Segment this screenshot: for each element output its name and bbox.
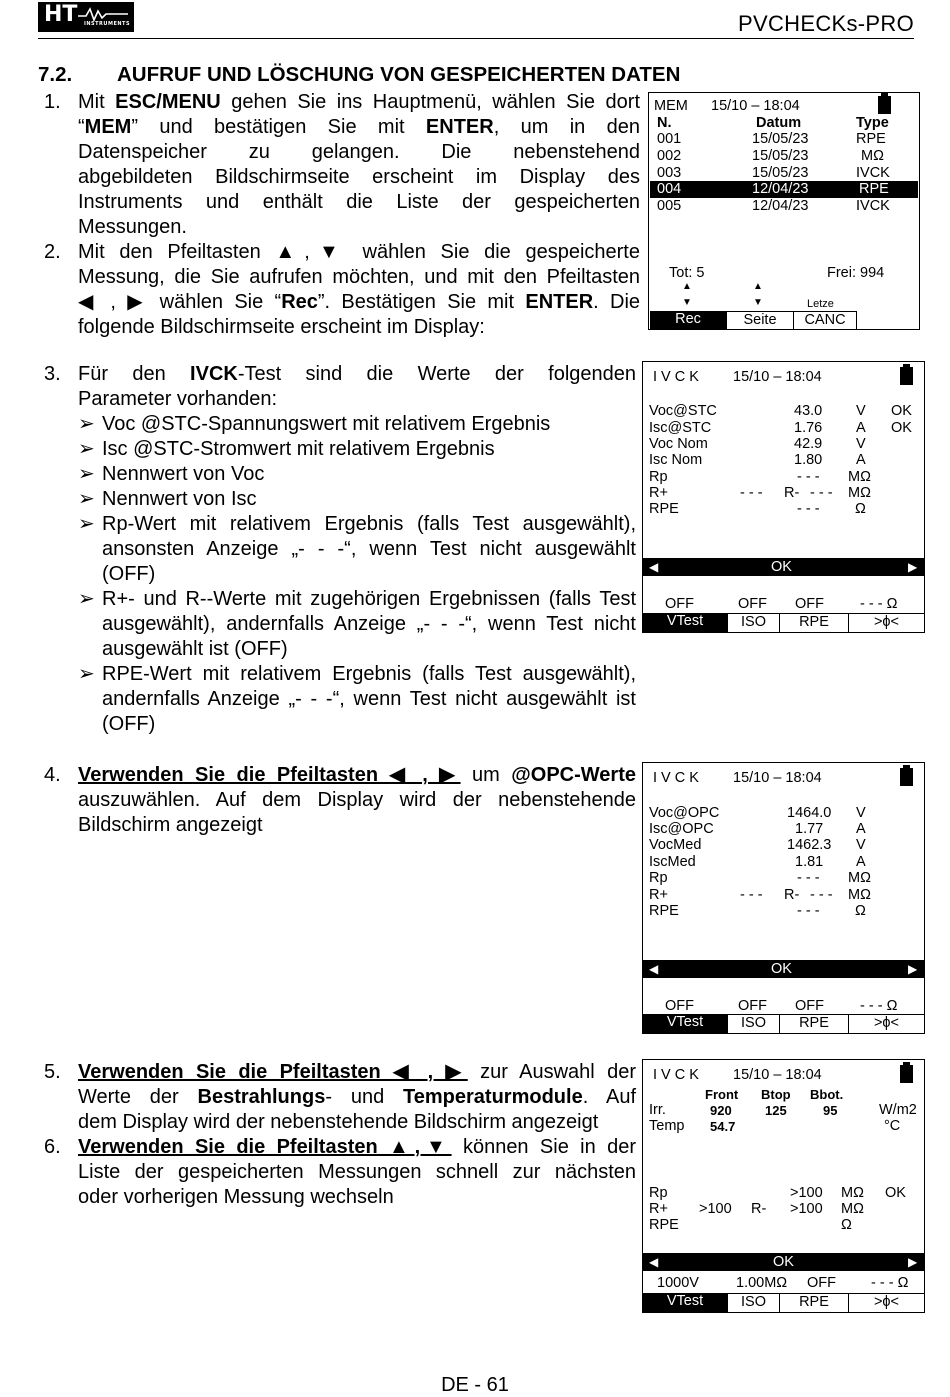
softkey-phase[interactable]: >ϕ< bbox=[848, 613, 925, 633]
softkey-vtest[interactable]: VTest bbox=[643, 613, 727, 632]
softkey-rpe[interactable]: RPE bbox=[779, 1014, 849, 1034]
mem-row[interactable]: 002 15/05/23 MΩ bbox=[657, 148, 884, 164]
step-4-text: Verwenden Sie die Pfeiltasten ◀ , ▶ um @OPC-Werte auszuwählen. Auf dem Display wird der nebenstehende Bildschirm angezeigt bbox=[78, 764, 636, 836]
battery-icon bbox=[878, 96, 891, 114]
nav-bar bbox=[643, 960, 924, 978]
down-arrow-icon[interactable]: ▼ bbox=[753, 297, 763, 308]
battery-icon bbox=[900, 367, 913, 385]
step-2-text: Mit den Pfeiltasten ▲,▼ wählen Sie die gespeicherte Messung, die Sie aufrufen möchten, und mit den Pfeiltasten ◀ , ▶ wählen Sie “Rec”. Bestätigen Sie mit ENTER. Die folgende Bildschirmseite erscheint im Display: bbox=[78, 241, 641, 338]
header-rule bbox=[38, 38, 914, 39]
ivck-opc-screen: I V C K 15/10 – 18:04 Voc@OPC 1464.0 V Isc@OPC 1.77 A VocMed 1462.3 V IscMed 1.81 A Rp - - - MΩ R+ - - - R- - - - MΩ RPE - - - Ω ◀ OK ▶ OFF OFF OFF - - - Ω VTest ISO RPE >ϕ< bbox=[642, 762, 925, 1034]
ht-logo bbox=[38, 2, 134, 32]
softkey-rec[interactable]: Rec bbox=[650, 311, 726, 329]
softkey-seite[interactable]: Seite bbox=[726, 311, 794, 330]
nav-ok: OK bbox=[771, 961, 792, 977]
bullet-arrow-icon: ➢ bbox=[78, 513, 95, 535]
step-1-text: Mit ESC/MENU gehen Sie ins Hauptmenü, wählen Sie dort “MEM” und bestätigen Sie mit ENTER, um in den Datenspeicher zu gelangen. Die nebenstehend abgebildeten Bildschirmseite erscheint im Display des Instruments und enthält die Liste der gespeicherten Messungen. bbox=[78, 91, 640, 238]
logo-subtext: INSTRUMENTS bbox=[84, 21, 131, 27]
nav-left-icon[interactable]: ◀ bbox=[649, 560, 659, 574]
bullet-arrow-icon: ➢ bbox=[78, 588, 95, 610]
down-arrow-icon[interactable]: ▼ bbox=[682, 297, 692, 308]
softkey-iso[interactable]: ISO bbox=[727, 613, 780, 633]
battery-icon bbox=[900, 768, 913, 786]
mem-row[interactable]: 003 15/05/23 IVCK bbox=[657, 165, 890, 181]
status-value: OFF bbox=[738, 596, 767, 612]
section-title: AUFRUF UND LÖSCHUNG VON GESPEICHERTEN DATEN bbox=[117, 63, 681, 86]
mem-title: MEM bbox=[654, 98, 688, 114]
status-value: OFF bbox=[665, 998, 694, 1014]
nav-bar bbox=[643, 558, 924, 576]
document-title: PVCHECKs-PRO bbox=[738, 11, 914, 36]
screen-datetime: 15/10 – 18:04 bbox=[733, 1067, 822, 1083]
softkey-rpe[interactable]: RPE bbox=[779, 1293, 849, 1313]
status-value: OFF bbox=[795, 998, 824, 1014]
section-heading bbox=[38, 63, 680, 87]
step-1-number: 1. bbox=[44, 91, 61, 113]
mem-row[interactable]: 001 15/05/23 RPE bbox=[657, 131, 886, 147]
logo-wave-icon bbox=[78, 6, 128, 22]
step-3-number: 3. bbox=[44, 363, 61, 385]
step-4-number: 4. bbox=[44, 764, 61, 786]
section-number: 7.2. bbox=[38, 63, 73, 86]
mem-row-selected[interactable]: 004 12/04/23 RPE bbox=[650, 181, 918, 198]
nav-ok: OK bbox=[773, 1254, 794, 1270]
softkey-canc[interactable]: CANC bbox=[793, 311, 857, 330]
mem-screen bbox=[648, 92, 920, 330]
mem-free: Frei: 994 bbox=[827, 265, 885, 281]
bullet-arrow-icon: ➢ bbox=[78, 463, 95, 485]
mem-datetime: 15/10 – 18:04 bbox=[711, 98, 800, 114]
ivck-irradiance-screen: I V C K 15/10 – 18:04 Front Btop Bbot. Irr. 920 125 95 W/m2 Temp 54.7 °C Rp >100 MΩ OK R+ >100 R- >100 MΩ RPE Ω ◀ OK ▶ 1000V 1.00MΩ OFF - - - Ω VTest ISO RPE >ϕ< bbox=[642, 1059, 925, 1313]
status-value: 1000V bbox=[657, 1275, 699, 1291]
status-value: OFF bbox=[665, 596, 694, 612]
nav-ok: OK bbox=[771, 559, 792, 575]
screen-datetime: 15/10 – 18:04 bbox=[733, 770, 822, 786]
up-arrow-icon[interactable]: ▲ bbox=[753, 281, 763, 292]
status-value: OFF bbox=[738, 998, 767, 1014]
step-5-text: Verwenden Sie die Pfeiltasten ◀ , ▶ zur Auswahl der Werte der Bestrahlungs- und Temperaturmodule. Auf dem Display wird der nebenstehende Bildschirm angezeigt bbox=[78, 1061, 636, 1133]
bullet-arrow-icon: ➢ bbox=[78, 413, 95, 435]
softkey-iso[interactable]: ISO bbox=[727, 1014, 780, 1034]
status-value: - - - Ω bbox=[860, 998, 898, 1014]
softkey-vtest[interactable]: VTest bbox=[643, 1293, 727, 1312]
mem-col-n: N. bbox=[657, 115, 672, 131]
logo-text: HT bbox=[44, 2, 78, 27]
screen-datetime: 15/10 – 18:04 bbox=[733, 369, 822, 385]
nav-left-icon[interactable]: ◀ bbox=[649, 1255, 659, 1269]
mem-total: Tot: 5 bbox=[669, 265, 705, 281]
nav-left-icon[interactable]: ◀ bbox=[649, 962, 659, 976]
mem-row[interactable]: 005 12/04/23 IVCK bbox=[657, 198, 890, 214]
nav-right-icon[interactable]: ▶ bbox=[908, 962, 918, 976]
ivck-stc-screen: I V C K 15/10 – 18:04 Voc@STC 43.0 V OK Isc@STC 1.76 A OK Voc Nom 42.9 V Isc Nom 1.80 A Rp - - - MΩ R+ - - - R- - - - MΩ RPE - - - Ω ◀ OK ▶ OFF OFF OFF - - - Ω VTest ISO RPE >ϕ< bbox=[642, 361, 925, 633]
nav-right-icon[interactable]: ▶ bbox=[908, 560, 918, 574]
status-value: - - - Ω bbox=[860, 596, 898, 612]
screen-title: I V C K bbox=[653, 1067, 699, 1083]
softkey-rpe[interactable]: RPE bbox=[779, 613, 849, 633]
softkey-phase[interactable]: >ϕ< bbox=[848, 1293, 925, 1313]
softkey-iso[interactable]: ISO bbox=[727, 1293, 780, 1313]
step-5-number: 5. bbox=[44, 1061, 61, 1083]
step-6-text: Verwenden Sie die Pfeiltasten ▲,▼ können Sie in der Liste der gespeicherten Messungen schnell zur nächsten oder vorherigen Messung wechseln bbox=[78, 1136, 636, 1208]
battery-icon bbox=[900, 1065, 913, 1083]
softkey-vtest[interactable]: VTest bbox=[643, 1014, 727, 1033]
mem-col-type: Type bbox=[856, 115, 889, 131]
bullet-arrow-icon: ➢ bbox=[78, 663, 95, 685]
status-value: - - - Ω bbox=[871, 1275, 909, 1291]
nav-bar bbox=[643, 1253, 924, 1271]
status-value: OFF bbox=[807, 1275, 836, 1291]
step-2-number: 2. bbox=[44, 241, 61, 263]
mem-letze-label: Letze bbox=[807, 298, 834, 310]
status-value: OFF bbox=[795, 596, 824, 612]
mem-col-datum: Datum bbox=[756, 115, 802, 131]
step-6-number: 6. bbox=[44, 1136, 61, 1158]
nav-right-icon[interactable]: ▶ bbox=[908, 1255, 918, 1269]
bullet-arrow-icon: ➢ bbox=[78, 488, 95, 510]
up-arrow-icon[interactable]: ▲ bbox=[682, 281, 692, 292]
softkey-phase[interactable]: >ϕ< bbox=[848, 1014, 925, 1034]
page-number: DE - 61 bbox=[441, 1374, 509, 1396]
screen-title: I V C K bbox=[653, 770, 699, 786]
bullet-arrow-icon: ➢ bbox=[78, 438, 95, 460]
status-value: 1.00MΩ bbox=[736, 1275, 788, 1291]
step-3-text: Für den IVCK-Test sind die Werte der folgenden Parameter vorhanden: bbox=[78, 363, 636, 410]
screen-title: I V C K bbox=[653, 369, 699, 385]
